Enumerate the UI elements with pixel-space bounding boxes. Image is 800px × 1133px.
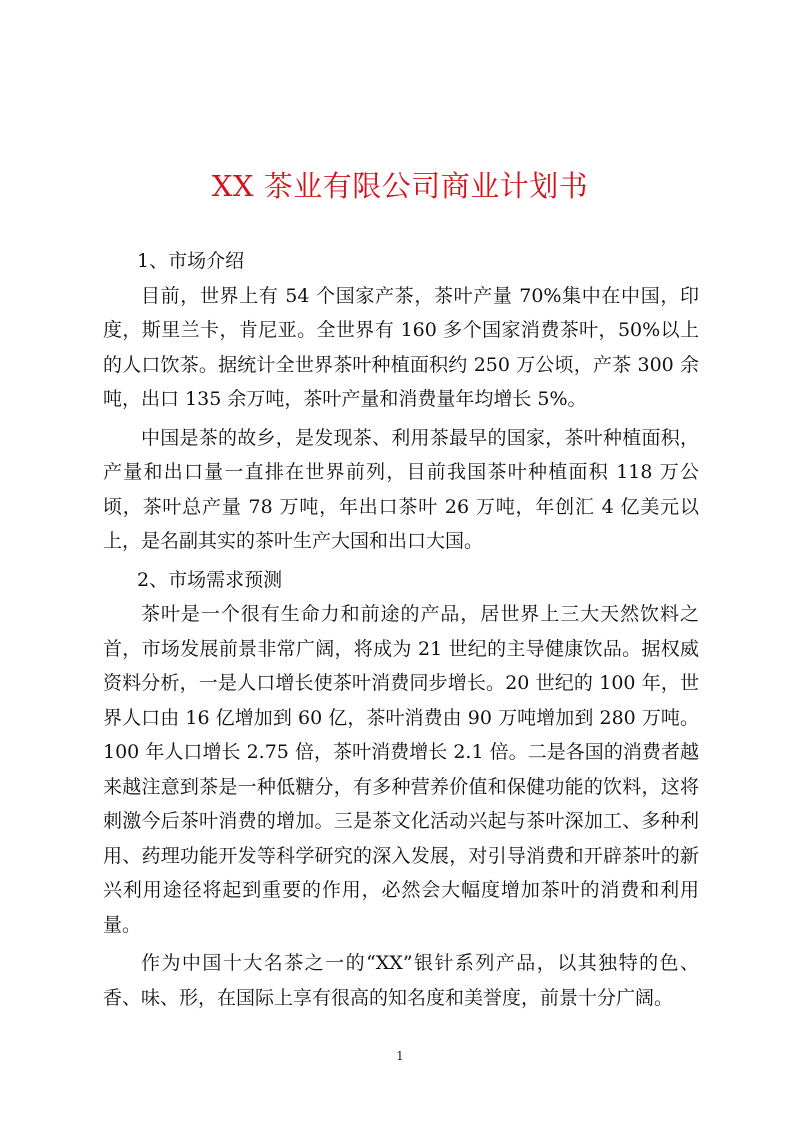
section-heading-demand-forecast: 2、市场需求预测 <box>137 568 283 591</box>
document-body <box>103 244 699 1015</box>
document-title: XX 茶业有限公司商业计划书 <box>211 169 589 203</box>
paragraph: 作为中国十大名茶之一的“XX”银针系列产品，以其独特的色、香、味、形，在国际上享有很高的知名度和美誉度，前景十分广阔。 <box>103 952 699 1009</box>
paragraph: 目前，世界上有 54 个国家产茶，茶叶产量 70%集中在中国，印度，斯里兰卡，肯尼亚。全世界有 160 多个国家消费茶叶，50%以上的人口饮茶。据统计全世界茶叶种植面积约 250 万公顷，产茶 300 余吨，出口 135 余万吨，茶叶产量和消费量年均增长 5%。 <box>103 284 699 410</box>
paragraph: 中国是茶的故乡，是发现茶、利用茶最早的国家，茶叶种植面积，产量和出口量一直排在世界前列，目前我国茶叶种植面积 118 万公顷，茶叶总产量 78 万吨，年出口茶叶 26 万吨，年创汇 4 亿美元以上，是名副其实的茶叶生产大国和出口大国。 <box>103 426 699 552</box>
section-heading-market-intro: 1、市场介绍 <box>137 250 245 272</box>
page-number: 1 <box>396 1049 404 1063</box>
paragraph: 茶叶是一个很有生命力和前途的产品，居世界上三大天然饮料之首，市场发展前景非常广阔，将成为 21 世纪的主导健康饮品。据权威资料分析，一是人口增长使茶叶消费同步增长。20 世纪的 100 年，世界人口由 16 亿增加到 60 亿，茶叶消费由 90 万吨增加到 280 万吨。100 年人口增长 2.75 倍，茶叶消费增长 2.1 倍。二是各国的消费者越来越注意到茶是一种低糖分，有多种营养价值和保健功能的饮料，这将刺激今后茶叶消费的增加。三是茶文化活动兴起与茶叶深加工、多种利用、药理功能开发等科学研究的深入发展，对引导消费和开辟茶叶的新兴利用途径将起到重要的作用，必然会大幅度增加茶叶的消费和利用量。 <box>103 603 699 936</box>
